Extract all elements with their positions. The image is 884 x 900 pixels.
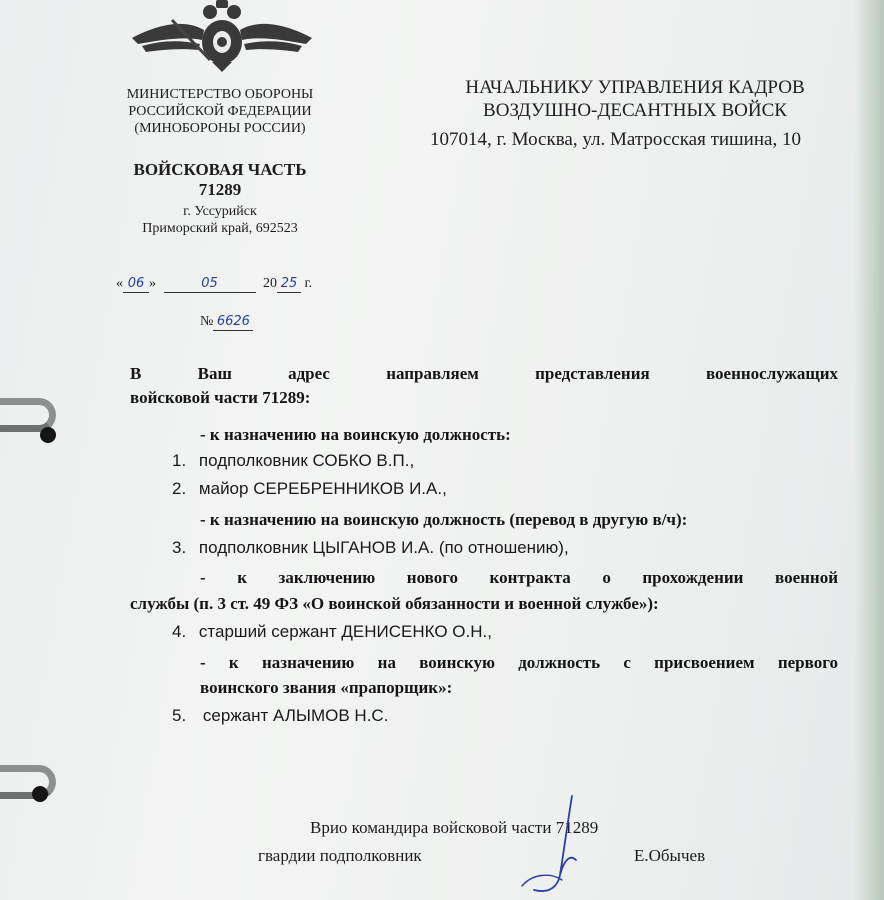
ministry-line: РОССИЙСКОЙ ФЕДЕРАЦИИ (128, 104, 312, 119)
signatory-rank: гвардии подполковник (258, 846, 422, 865)
list-item-number: 4. (172, 622, 187, 641)
section-heading: - к назначению на воинскую должность: (200, 425, 511, 444)
list-item (172, 706, 388, 726)
date-year-suffix: 25 (277, 275, 301, 293)
body-intro-line-2: войсковой части 71289: (130, 388, 311, 407)
ministry-name (110, 86, 330, 137)
ministry-line: (МИНОБОРОНЫ РОССИИ) (134, 121, 306, 136)
list-item-text: подполковник ЦЫГАНОВ И.А. (по отношению), (198, 538, 569, 557)
list-item-text: подполковник СОБКО В.П., (198, 451, 415, 470)
date-month: 05 (164, 275, 256, 293)
section-heading: - к назначению на воинскую должность (перевод в другую в/ч): (200, 510, 688, 529)
date-quote-close: » (149, 276, 156, 291)
section-heading-continued: воинского звания «прапорщик»: (200, 678, 453, 697)
list-item (172, 538, 569, 558)
body-intro-line-1: В Ваш адрес направляем представления военнослужащих (130, 364, 838, 383)
number-label: № (200, 314, 214, 329)
recipient-address: 107014, г. Москва, ул. Матросская тишина, 10 (430, 129, 801, 150)
page-edge-shadow (854, 0, 884, 900)
list-item (172, 451, 414, 471)
list-item-number: 1. (172, 451, 187, 470)
recipient-block (430, 76, 840, 122)
outgoing-number (200, 313, 253, 331)
signatory-name: Е.Обычев (634, 846, 706, 865)
date-line (116, 275, 312, 293)
recipient-line-2: ВОЗДУШНО-ДЕСАНТНЫХ ВОЙСК (483, 100, 787, 121)
date-day: 06 (123, 275, 149, 293)
number-value: 6626 (213, 313, 253, 331)
handwritten-signature (520, 790, 580, 900)
unit-block (110, 160, 330, 200)
date-year-prefix: 20 (263, 276, 277, 291)
ministry-line: МИНИСТЕРСТВО ОБОРОНЫ (126, 87, 314, 102)
binder-hole (40, 427, 56, 443)
date-quote-open: « (116, 276, 123, 291)
list-item (172, 479, 447, 499)
list-item-text: сержант АЛЫМОВ Н.С. (202, 706, 389, 725)
unit-title: ВОЙСКОВАЯ ЧАСТЬ (133, 160, 307, 179)
binder-hole (32, 786, 48, 802)
date-year-mark: г. (304, 276, 313, 291)
list-item-text: старший сержант ДЕНИСЕНКО О.Н., (198, 622, 492, 641)
section-heading: - к назначению на воинскую должность с присвоением первого (200, 653, 838, 672)
section-heading-continued: службы (п. 3 ст. 49 ФЗ «О воинской обязанности и военной службе»): (130, 594, 659, 613)
unit-city: г. Уссурийск (183, 204, 257, 219)
signatory-position: Врио командира войсковой части 71289 (310, 818, 599, 837)
list-item-number: 5. (172, 706, 187, 725)
unit-number: 71289 (198, 180, 242, 199)
recipient-line-1: НАЧАЛЬНИКУ УПРАВЛЕНИЯ КАДРОВ (465, 77, 805, 98)
list-item-text: майор СЕРЕБРЕННИКОВ И.А., (198, 479, 447, 498)
section-heading: - к заключению нового контракта о прохождении военной (200, 568, 838, 587)
eagle-emblem-icon (132, 0, 312, 72)
list-item-number: 2. (172, 479, 187, 498)
list-item (172, 622, 492, 642)
unit-region: Приморский край, 692523 (142, 221, 298, 236)
unit-address (110, 203, 330, 237)
list-item-number: 3. (172, 538, 187, 557)
